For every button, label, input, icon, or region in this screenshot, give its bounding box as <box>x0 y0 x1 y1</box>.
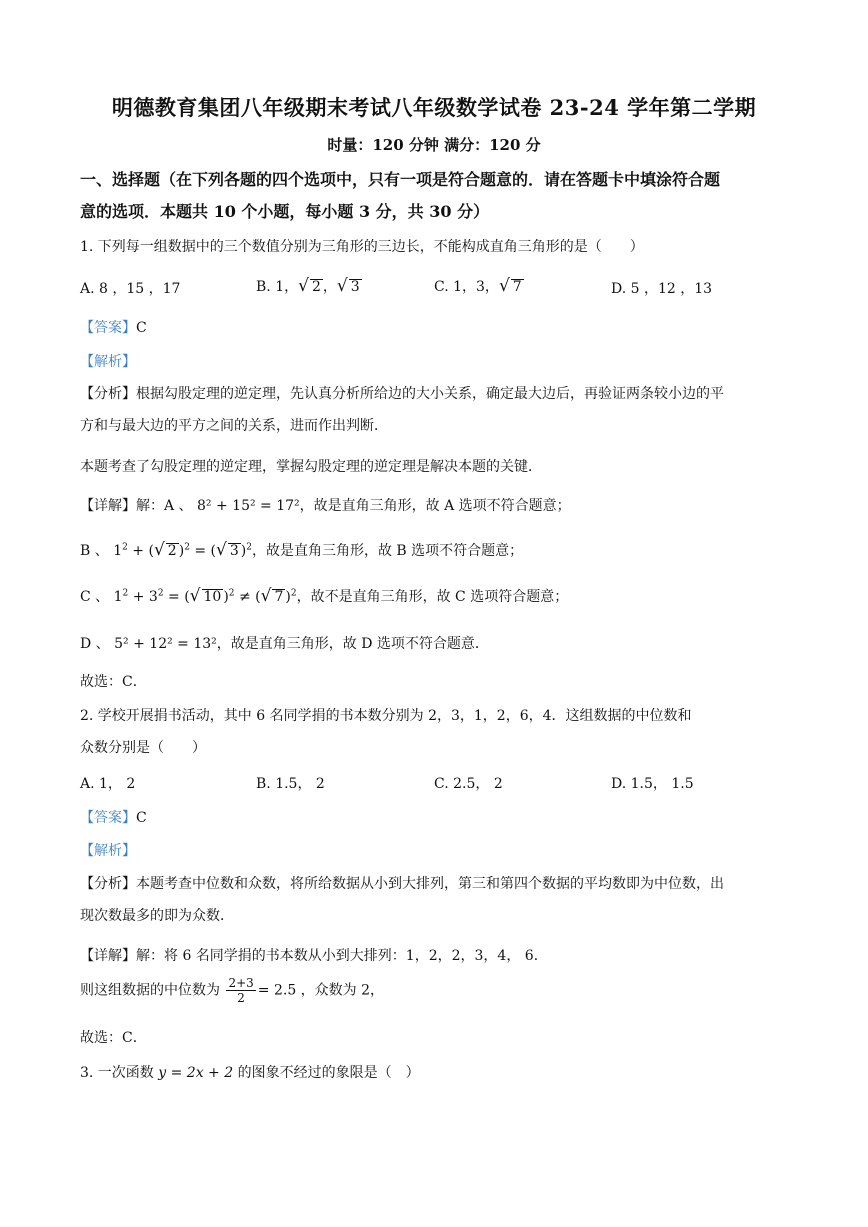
q1-option-c: C. 1，3，√ 7 <box>434 276 522 296</box>
q1-detail-a <box>80 495 571 515</box>
q1-detail-a-math: 8² + 15² = 17² <box>197 498 300 514</box>
q1-fenxi-tag: 【分析】 <box>80 386 136 402</box>
q1-answer-value: C <box>136 320 147 336</box>
q2-answer-tag: 【答案】 <box>80 810 136 826</box>
q2-fenxi-line2: 现次数最多的即为众数． <box>80 908 234 924</box>
q2-choose: 故选：C． <box>80 1030 147 1046</box>
q2-answer-value: C <box>136 810 147 826</box>
q2-stem <box>80 700 792 764</box>
q1-detail-c <box>80 586 568 606</box>
q2-fenxi <box>80 868 792 932</box>
q1-option-b: B. 1，√ 2 ，√ 3 <box>256 276 360 296</box>
q2-fraction-numerator: 2+3 <box>228 976 254 990</box>
q1-detail-b <box>80 540 523 560</box>
q3-stem-post: 的图象不经过的象限是（ ） <box>237 1065 420 1081</box>
q1-summary: 本题考查了勾股定理的逆定理，掌握勾股定理的逆定理是解决本题的关键． <box>80 459 542 475</box>
q2-detail-2-pre: 则这组数据的中位数为 <box>80 982 220 999</box>
exam-info: 时量：120 分钟 满分：120 分 <box>327 136 541 154</box>
section-heading-line1: 一、选择题（在下列各题的四个选项中，只有一项是符合题意的．请在答题卡中填涂符合题 <box>80 170 721 189</box>
q1-option-b-radicand2: 3 <box>350 279 360 295</box>
q1-detail-d-post: ，故是直角三角形，故 D 选项不符合题意． <box>216 636 489 652</box>
q2-option-b: B. 1.5， 2 <box>256 776 325 792</box>
section-heading-line2: 意的选项．本题共 10 个小题，每小题 3 分，共 30 分） <box>80 202 490 221</box>
q2-stem-line2: 众数分别是（ ） <box>80 740 206 756</box>
q1-analysis-tag: 【解析】 <box>80 354 136 370</box>
q2-detail-tag: 【详解】 <box>80 948 136 964</box>
q3-stem-pre: 3. 一次函数 <box>80 1065 154 1081</box>
q2-fenxi-tag: 【分析】 <box>80 876 136 892</box>
q3-stem-math: y = 2x + 2 <box>158 1065 234 1081</box>
q2-detail-line1: 解：将 6 名同学捐的书本数从小到大排列：1，2，2，3，4， 6． <box>136 948 548 964</box>
q1-fenxi-line1: 根据勾股定理的逆定理，先认真分析所给边的大小关系，确定最大边后，再验证两条较小边的平 <box>136 386 724 402</box>
q1-option-d: D. 5 ，12 ，13 <box>611 281 713 297</box>
q1-option-c-prefix: C. 1，3， <box>434 279 499 295</box>
q1-detail-d <box>80 633 489 653</box>
page-title: 明德教育集团八年级期末考试八年级数学试卷 23-24 学年第二学期 <box>111 95 757 120</box>
q2-analysis-tag: 【解析】 <box>80 843 136 859</box>
q1-choose: 故选：C． <box>80 674 147 690</box>
q2-fenxi-line1: 本题考查中位数和众数，将所给数据从小到大排列，第三和第四个数据的平均数即为中位数，出 <box>136 876 724 892</box>
q1-detail-d-math: 5² + 12² = 13² <box>114 636 217 652</box>
q2-detail-1 <box>80 945 548 965</box>
q2-fraction <box>226 976 255 1005</box>
q1-option-b-prefix: B. 1， <box>256 279 299 295</box>
q1-answer <box>80 317 147 337</box>
q3-stem <box>80 1062 420 1082</box>
q1-option-c-radicand: 7 <box>512 279 522 295</box>
q1-detail-c-post: ，故不是直角三角形，故 C 选项符合题意； <box>296 589 569 605</box>
q1-option-a: A. 8 ，15 ，17 <box>80 281 181 297</box>
q2-option-c: C. 2.5， 2 <box>434 776 503 792</box>
q1-detail-b-pre: B 、 <box>80 543 109 559</box>
q1-fenxi <box>80 378 792 442</box>
q1-detail-c-math: $1^2 + 3^2$ = (√ 10 )$^2$ ≠ (√ 7 )$^2$ <box>113 586 297 606</box>
q2-stem-line1: 2. 学校开展捐书活动，其中 6 名同学捐的书本数分别为 2，3，1，2，6，4．这组数据的中位数和 <box>80 708 692 724</box>
q1-detail-b-math: $1^2$ + (√ 2 )$^2$ = (√ 3 )$^2$ <box>113 540 252 560</box>
q1-detail-b-post: ，故是直角三角形，故 B 选项不符合题意； <box>251 543 524 559</box>
q2-option-d: D. 1.5， 1.5 <box>611 776 694 792</box>
section-heading <box>80 164 792 228</box>
q1-detail-tag: 【详解】 <box>80 498 136 514</box>
q2-answer <box>80 807 147 827</box>
q1-answer-tag: 【答案】 <box>80 320 136 336</box>
q1-detail-c-pre: C 、 <box>80 589 110 605</box>
q2-detail-2 <box>80 976 384 1005</box>
q1-detail-a-post: ，故是直角三角形，故 A 选项不符合题意； <box>299 498 571 514</box>
q2-option-a: A. 1， 2 <box>80 776 136 792</box>
q1-stem: 1. 下列每一组数据中的三个数值分别为三角形的三边长，不能构成直角三角形的是（ ） <box>80 239 644 255</box>
q1-detail-a-pre: 解：A 、 <box>136 498 193 514</box>
q1-option-b-radicand1: 2 <box>311 279 321 295</box>
q2-detail-2-post: = 2.5 ，众数为 2， <box>257 982 385 999</box>
q1-fenxi-line2: 方和与最大边的平方之间的关系，进而作出判断． <box>80 418 388 434</box>
q2-fraction-denominator: 2 <box>237 991 245 1005</box>
q1-detail-d-pre: D 、 <box>80 636 110 652</box>
